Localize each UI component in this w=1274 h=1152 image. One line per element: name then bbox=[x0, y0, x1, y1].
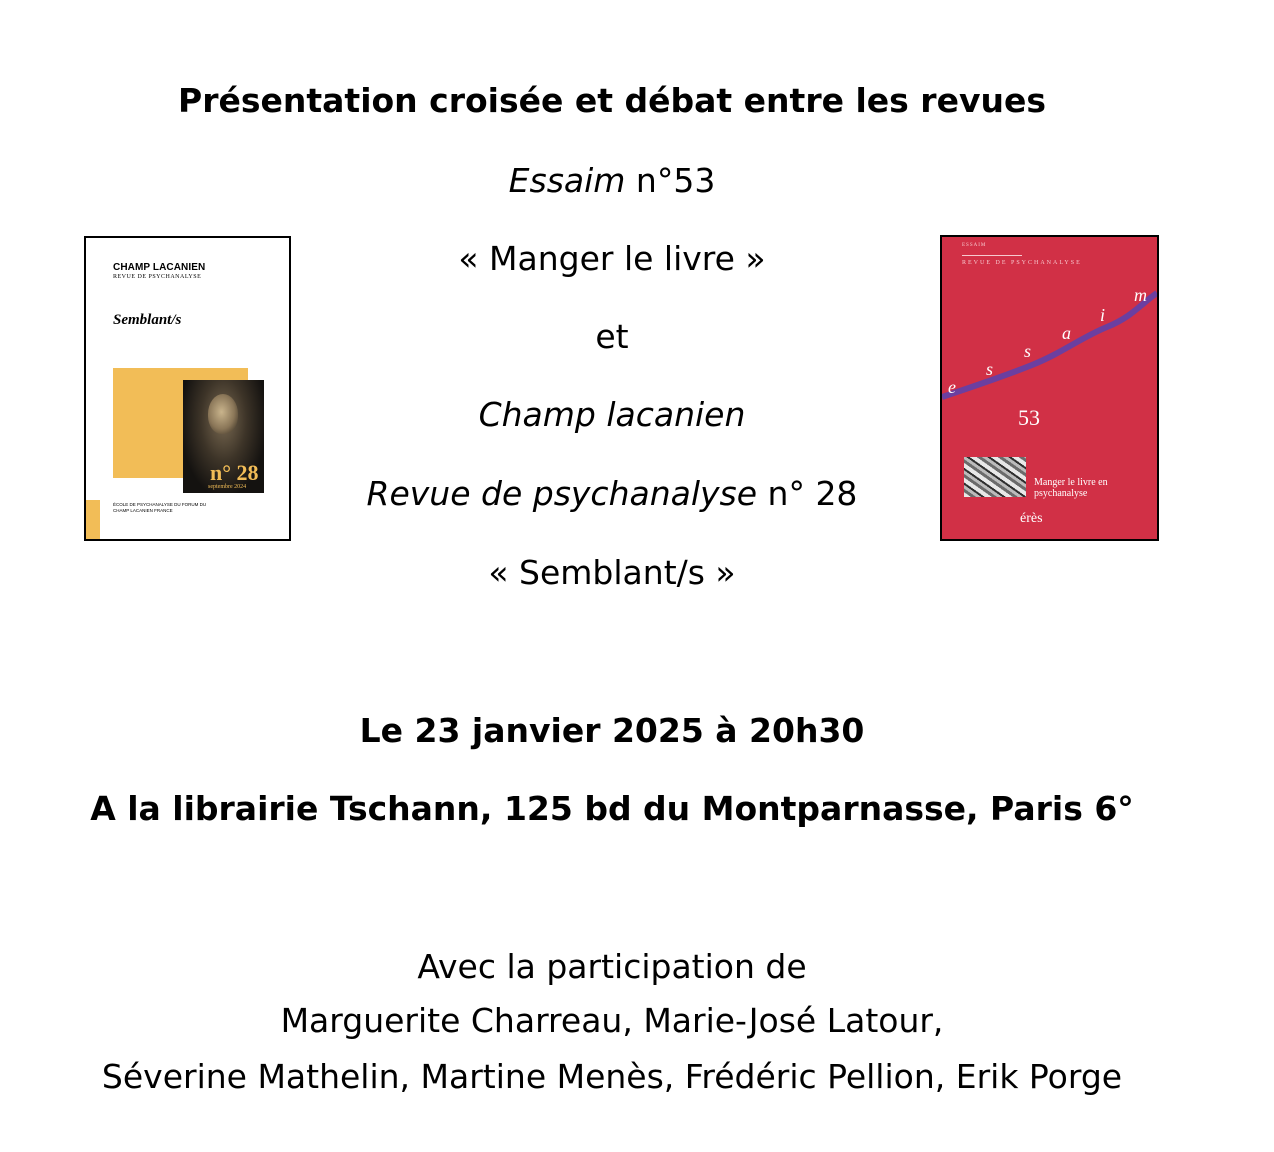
wordmark-letter-a: a bbox=[1062, 323, 1071, 343]
cover-left-accent-bar bbox=[86, 500, 100, 539]
cover-right-number: 53 bbox=[1018, 405, 1040, 430]
wordmark-letter-s2: s bbox=[1024, 341, 1032, 361]
wordmark-letter-s1: s bbox=[986, 359, 994, 379]
revue-number: n° 28 bbox=[757, 474, 858, 513]
cover-left-title: CHAMP LACANIEN bbox=[113, 262, 206, 273]
event-title: Présentation croisée et débat entre les revues bbox=[178, 81, 1046, 120]
wordmark-letter-m: m bbox=[1134, 285, 1147, 305]
essaim-number: n°53 bbox=[625, 161, 716, 200]
essaim-theme: « Manger le livre » bbox=[458, 239, 766, 278]
cover-right-subtitle: REVUE DE PSYCHANALYSE bbox=[962, 260, 1082, 266]
cover-left-subtitle: REVUE DE PSYCHANALYSE bbox=[113, 274, 202, 280]
cover-right-top-label: ESSAIM bbox=[962, 243, 987, 248]
participants-line-2: Séverine Mathelin, Martine Menès, Frédéric Pellion, Erik Porge bbox=[101, 1057, 1123, 1096]
participants-line-1: Marguerite Charreau, Marie-José Latour, bbox=[280, 1001, 944, 1040]
wordmark-letter-e: e bbox=[948, 377, 956, 397]
event-date: Le 23 janvier 2025 à 20h30 bbox=[359, 711, 865, 750]
cover-right-photo bbox=[964, 457, 1026, 497]
essaim-name: Essaim bbox=[508, 161, 626, 200]
participation-intro: Avec la participation de bbox=[417, 947, 807, 986]
champ-theme: « Semblant/s » bbox=[488, 553, 736, 592]
cover-left-number: n° 28 bbox=[210, 460, 259, 485]
cover-left-date: septembre 2024 bbox=[208, 484, 247, 490]
cover-right-publisher: érès bbox=[1020, 511, 1043, 526]
event-venue: A la librairie Tschann, 125 bd du Montparnasse, Paris 6° bbox=[90, 789, 1134, 828]
wordmark-letter-i: i bbox=[1100, 305, 1106, 325]
cover-left-school: ÉCOLE DE PSYCHANALYSE DU FORUM DU CHAMP LACANIEN FRANCE bbox=[113, 502, 207, 513]
cover-right-issue-title: Manger le livre en psychanalyse bbox=[1034, 477, 1108, 499]
revue-name: Revue de psychanalyse bbox=[366, 474, 758, 513]
wave-line bbox=[942, 293, 1157, 397]
portrait-face bbox=[208, 394, 238, 434]
conjunction: et bbox=[595, 317, 629, 356]
essaim-line bbox=[0, 161, 1224, 201]
cover-left-issue-title: Semblant/s bbox=[113, 312, 182, 328]
essaim-cover bbox=[940, 235, 1159, 541]
champ-lacanien-cover bbox=[84, 236, 291, 541]
champ-name: Champ lacanien bbox=[478, 395, 746, 434]
